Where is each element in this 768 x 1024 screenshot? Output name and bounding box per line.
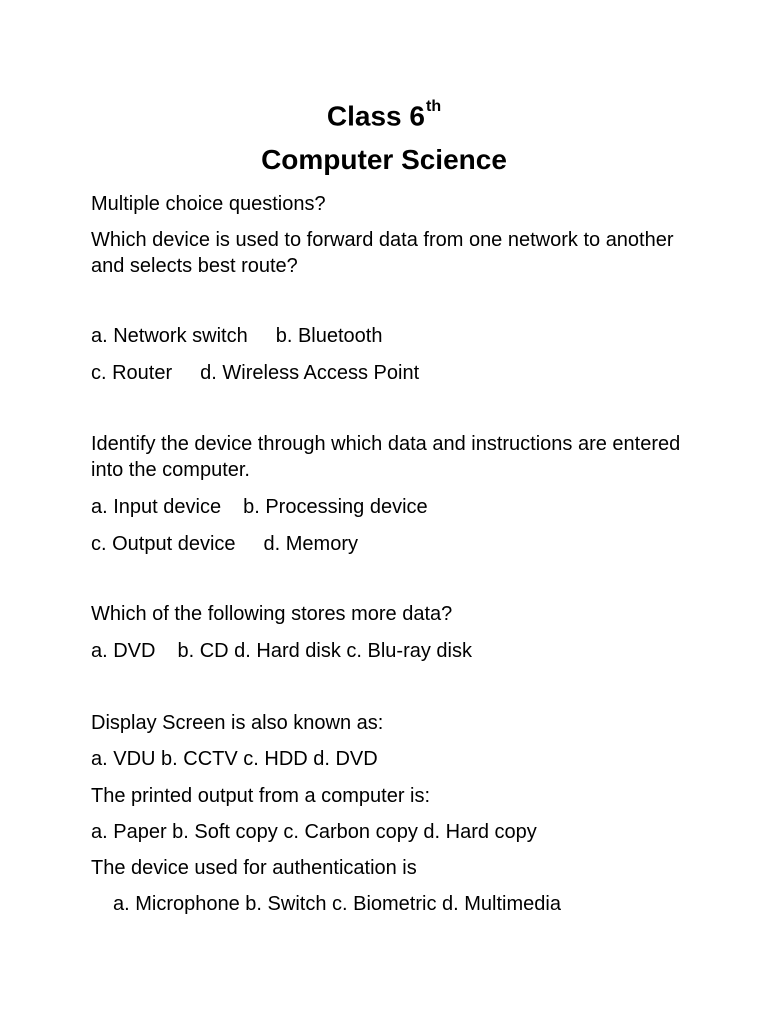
class-title: [0, 95, 768, 132]
question-3-text: Which of the following stores more data?: [91, 603, 453, 625]
question-2-option-d: d. Memory: [263, 533, 358, 555]
question-2-option-c: c. Output device: [91, 533, 236, 555]
question-3-option-a: a. DVD: [91, 640, 156, 662]
question-6-text: The device used for authentication is: [91, 857, 417, 879]
question-2-text: Identify the device through which data and instructions are entered into the computer.: [91, 433, 681, 481]
question-1-option-c: c. Router: [91, 362, 173, 384]
question-1-option-d: d. Wireless Access Point: [200, 362, 420, 384]
question-5-text: The printed output from a computer is:: [91, 785, 431, 807]
class-superscript: th: [425, 98, 442, 115]
question-1-option-a: a. Network switch: [91, 325, 248, 347]
question-4-text: Display Screen is also known as:: [91, 712, 384, 734]
question-1-options-row-2: [91, 360, 419, 386]
question-2-option-a: a. Input device: [91, 496, 222, 518]
question-5-options: a. Paper b. Soft copy c. Carbon copy d. Hard copy: [91, 821, 537, 843]
question-2-options-row-1: [91, 494, 428, 520]
question-3-options-row-1: [91, 638, 472, 664]
subject-title: Computer Science: [261, 144, 507, 175]
question-2-option-b: b. Processing device: [243, 496, 428, 518]
question-1-option-b: b. Bluetooth: [275, 325, 383, 347]
question-6-options: a. Microphone b. Switch c. Biometric d. Multimedia: [113, 893, 561, 915]
class-label: Class 6: [326, 100, 425, 132]
question-1-options-row-1: [91, 323, 382, 349]
question-3-option-b: b. CD d. Hard disk c. Blu-ray disk: [177, 640, 472, 662]
question-4-options: a. VDU b. CCTV c. HDD d. DVD: [91, 748, 378, 770]
intro-text: Multiple choice questions?: [91, 193, 326, 215]
question-2-options-row-2: [91, 531, 358, 557]
question-1-text: Which device is used to forward data from one network to another and selects best route?: [91, 229, 674, 277]
